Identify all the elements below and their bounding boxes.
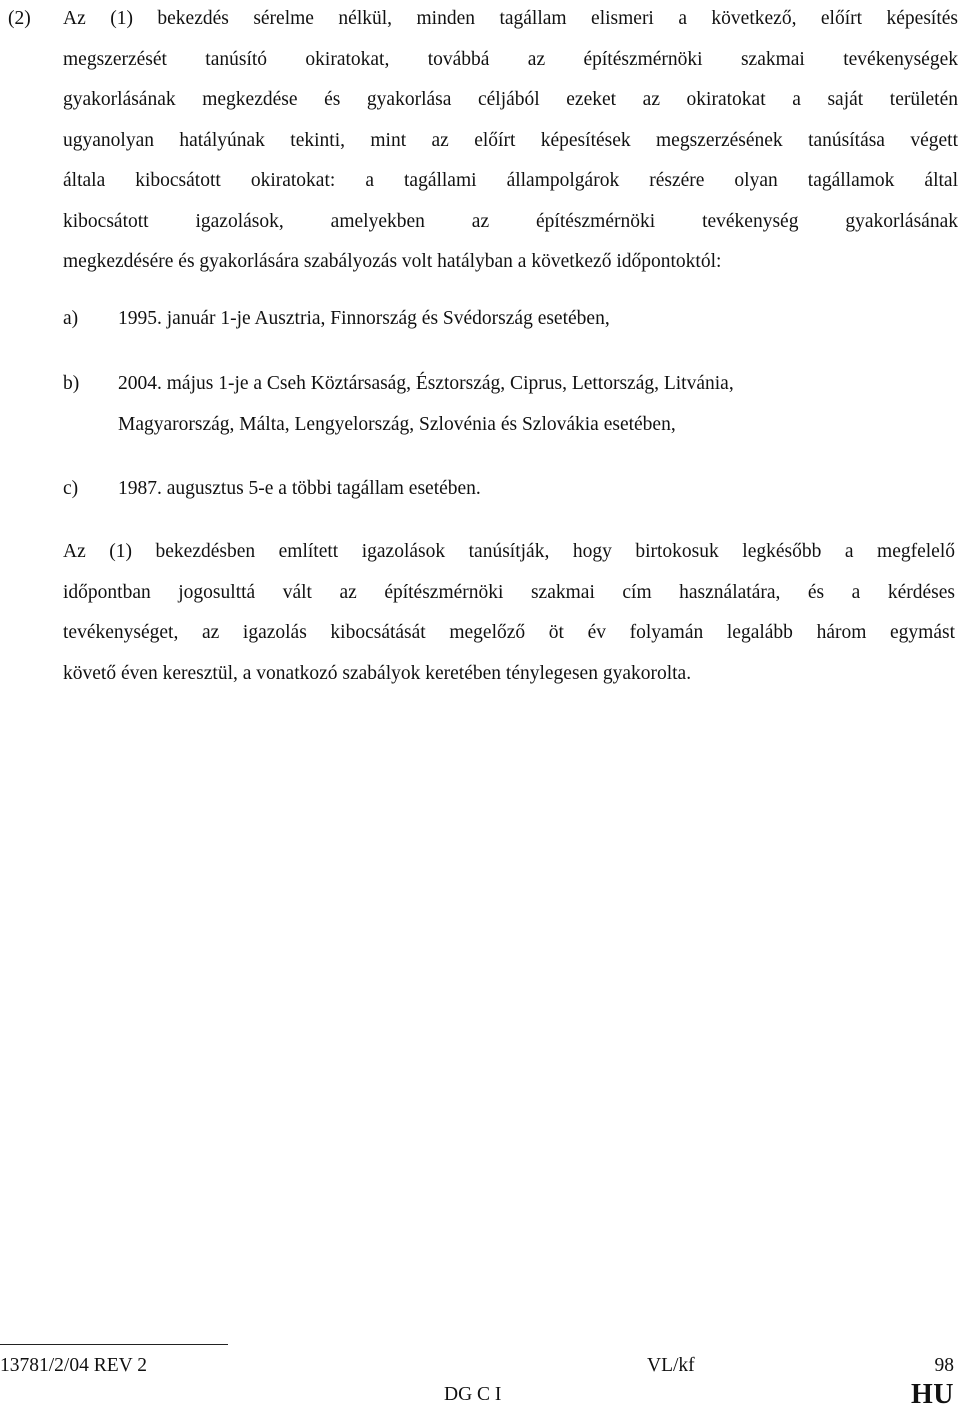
paragraph-number: (2) <box>8 8 31 29</box>
paragraph-line: tevékenységet, az igazolás kibocsátását megelőző öt év folyamán legalább három egymást <box>63 622 955 643</box>
list-item-label: a) <box>63 308 79 329</box>
list-item-line: 1987. augusztus 5-e a többi tagállam esetében. <box>118 478 481 499</box>
paragraph-line: Az (1) bekezdésben említett igazolások tanúsítják, hogy birtokosuk legkésőbb a megfelelő <box>63 541 955 562</box>
paragraph-line: megszerzését tanúsító okiratokat, továbbá az építészmérnöki szakmai tevékenységek <box>63 48 958 70</box>
list-item-text <box>118 469 928 510</box>
paragraph-line: ugyanolyan hatályúnak tekinti, mint az előírt képesítések megszerzésének tanúsítása végett <box>63 129 958 151</box>
paragraph-line: megkezdésére és gyakorlására szabályozás volt hatályban a következő időpontoktól: <box>63 251 722 272</box>
language-code: HU <box>911 1379 954 1410</box>
document-reference: 13781/2/04 REV 2 <box>0 1355 147 1376</box>
closing-paragraph <box>63 532 955 694</box>
list-item-text <box>118 299 928 340</box>
directorate-code: DG C I <box>444 1384 502 1405</box>
paragraph-line: időpontban jogosulttá vált az építészmérnöki szakmai cím használatára, és a kérdéses <box>63 581 955 603</box>
paragraph-line: kibocsátott igazolások, amelyekben az építészmérnöki tevékenység gyakorlásának <box>63 210 958 232</box>
list-item-line: 1995. január 1-je Ausztria, Finnország és Svédország esetében, <box>118 308 610 329</box>
page-number: 98 <box>934 1355 954 1376</box>
list-item-label: b) <box>63 373 80 394</box>
paragraph-line: általa kibocsátott okiratokat: a tagállami állampolgárok részére olyan tagállamok által <box>63 170 958 191</box>
author-initials: VL/kf <box>647 1355 695 1376</box>
paragraph-2-body <box>63 0 958 283</box>
list-item-text <box>118 364 928 445</box>
list-item-line: Magyarország, Málta, Lengyelország, Szlovénia és Szlovákia esetében, <box>118 413 676 435</box>
paragraph-line: gyakorlásának megkezdése és gyakorlása céljából ezeket az okiratokat a saját területén <box>63 89 958 110</box>
paragraph-line: Az (1) bekezdés sérelme nélkül, minden tagállam elismeri a következő, előírt képesítés <box>63 8 958 29</box>
list-item-label: c) <box>63 478 79 499</box>
paragraph-line: követő éven keresztül, a vonatkozó szabályok keretében ténylegesen gyakorolta. <box>63 662 692 684</box>
list-item-line: 2004. május 1-je a Cseh Köztársaság, Észtország, Ciprus, Lettország, Litvánia, <box>118 373 734 394</box>
footer-divider <box>0 1344 228 1345</box>
